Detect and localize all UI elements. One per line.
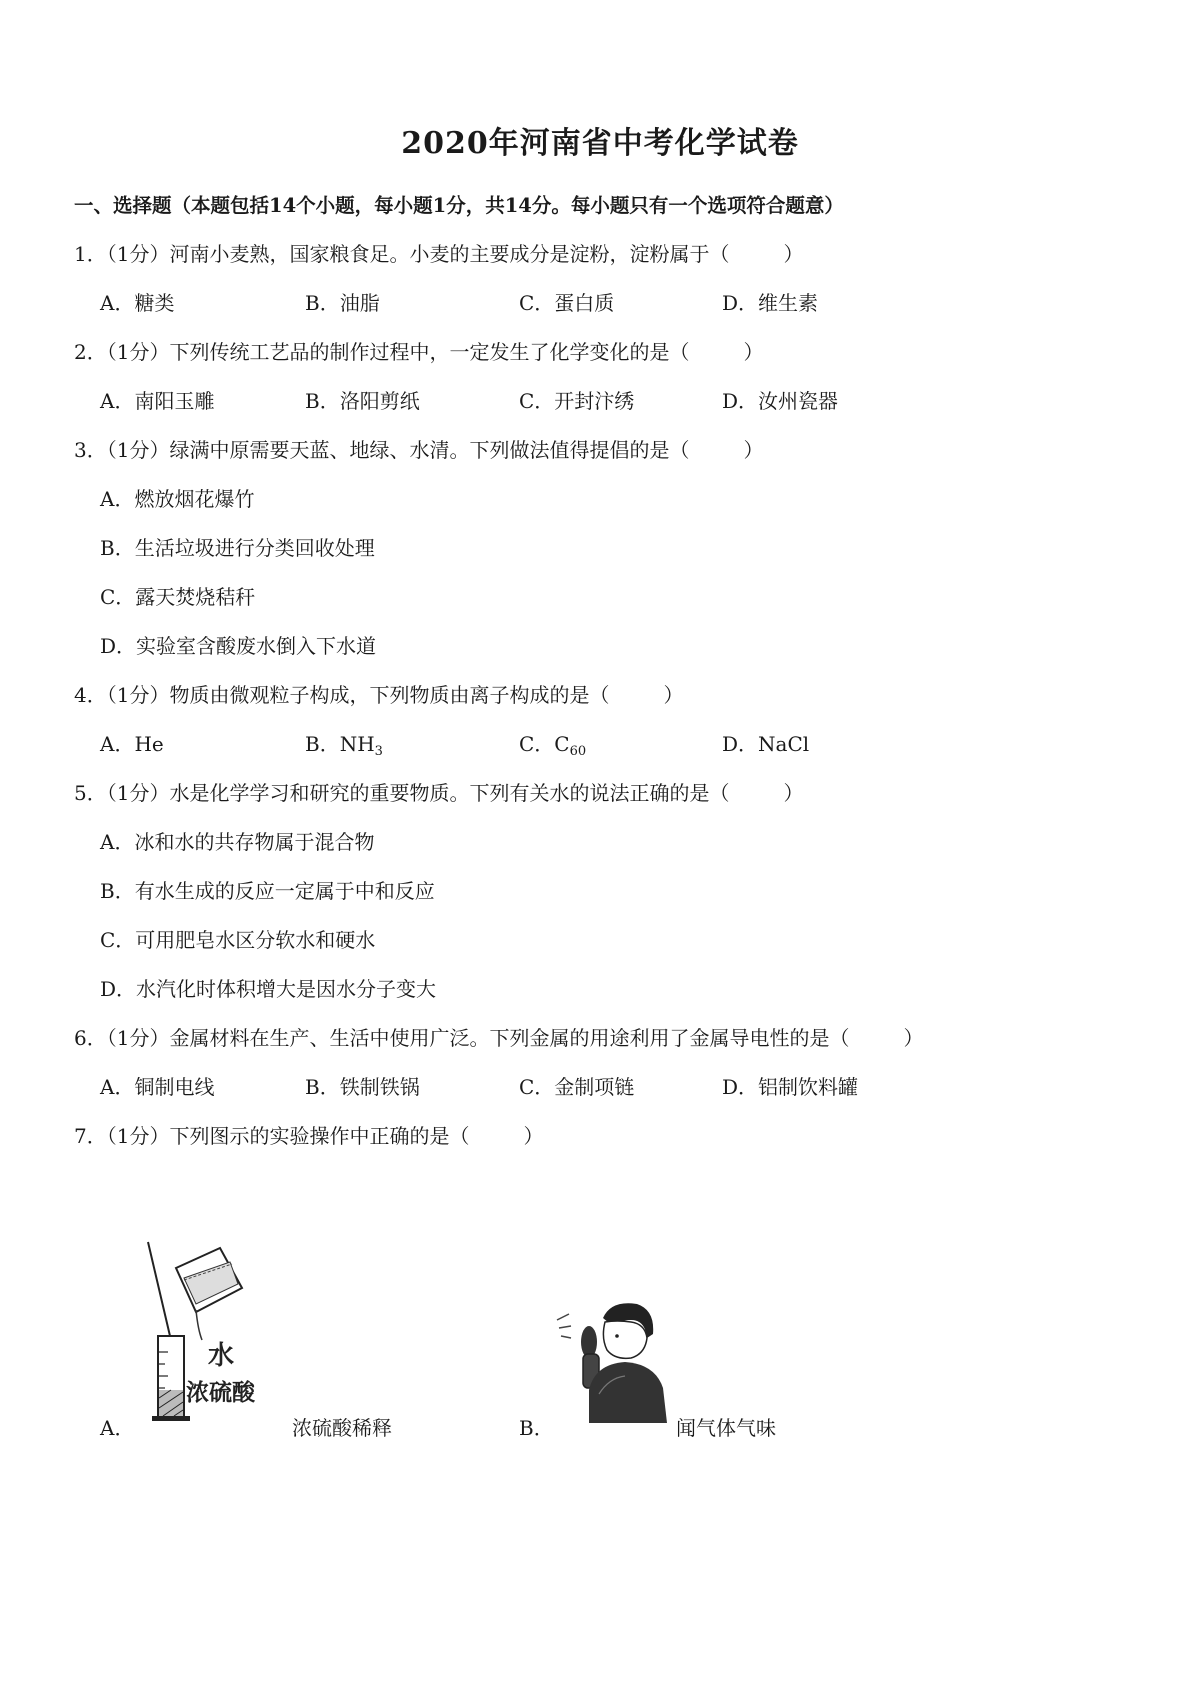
question-4 [74, 679, 683, 708]
q1-option-b: B．油脂 [305, 291, 380, 315]
question-stem: 1．（1分）河南小麦熟，国家粮食足。小麦的主要成分是淀粉，淀粉属于（ [74, 242, 730, 266]
q2-option-a: A．南阳玉雕 [100, 389, 215, 413]
label-acid: 浓硫酸 [186, 1380, 255, 1406]
smelling-gas-figure [555, 1298, 671, 1423]
q5-option-c: C．可用肥皂水区分软水和硬水 [100, 928, 376, 952]
q3-option-c: C．露天焚烧秸秆 [100, 585, 256, 609]
acid-dilution-illustration [138, 1240, 288, 1422]
question-stem: 3．（1分）绿满中原需要天蓝、地绿、水清。下列做法值得提倡的是（ [74, 438, 690, 462]
q4-option-a: A．He [100, 732, 164, 756]
close-paren: ） [743, 340, 764, 364]
q3-option-d: D．实验室含酸废水倒入下水道 [100, 634, 377, 658]
q1-option-a: A．糖类 [100, 291, 175, 315]
close-paren: ） [523, 1124, 544, 1148]
subscript: 60 [569, 744, 587, 759]
question-stem: 5．（1分）水是化学学习和研究的重要物质。下列有关水的说法正确的是（ [74, 781, 730, 805]
page-title: 2020年河南省中考化学试卷 [401, 126, 799, 161]
acid-dilution-figure [138, 1240, 288, 1422]
label-water: 水 [208, 1341, 235, 1371]
question-stem: 6．（1分）金属材料在生产、生活中使用广泛。下列金属的用途利用了金属导电性的是（ [74, 1026, 850, 1050]
close-paren: ） [743, 438, 764, 462]
subscript: 3 [374, 744, 383, 759]
q7-option-a-caption: 浓硫酸稀释 [292, 1416, 392, 1440]
formula-text: B．NH [305, 732, 375, 756]
question-6 [74, 1022, 923, 1051]
q2-option-b: B．洛阳剪纸 [305, 389, 420, 413]
q4-option-b [305, 728, 383, 757]
q5-option-b: B．有水生成的反应一定属于中和反应 [100, 879, 435, 903]
question-stem: 2．（1分）下列传统工艺品的制作过程中，一定发生了化学变化的是（ [74, 340, 690, 364]
q3-option-a: A．燃放烟花爆竹 [100, 487, 255, 511]
q2-option-c: C．开封汴绣 [519, 389, 635, 413]
q6-option-b: B．铁制铁锅 [305, 1075, 420, 1099]
q1-option-d: D．维生素 [722, 291, 819, 315]
q7-option-a-letter: A． [100, 1416, 135, 1440]
q5-option-d: D．水汽化时体积增大是因水分子变大 [100, 977, 437, 1001]
close-paren: ） [663, 683, 684, 707]
q1-option-c: C．蛋白质 [519, 291, 615, 315]
question-7 [74, 1120, 543, 1149]
question-5 [74, 777, 803, 806]
q3-option-b: B．生活垃圾进行分类回收处理 [100, 536, 375, 560]
q4-option-c [519, 728, 586, 757]
q5-option-a: A．冰和水的共存物属于混合物 [100, 830, 375, 854]
q6-option-a: A．铜制电线 [100, 1075, 215, 1099]
close-paren: ） [783, 781, 804, 805]
close-paren: ） [783, 242, 804, 266]
smelling-gas-illustration [555, 1298, 671, 1423]
question-3 [74, 434, 763, 463]
question-2 [74, 336, 763, 365]
question-1 [74, 238, 803, 267]
formula-text: C．C [519, 732, 570, 756]
close-paren: ） [903, 1026, 924, 1050]
q7-option-b-letter: B． [519, 1416, 554, 1440]
q7-option-b-caption: 闻气体气味 [676, 1416, 776, 1440]
question-stem: 7．（1分）下列图示的实验操作中正确的是（ [74, 1124, 470, 1148]
q2-option-d: D．汝州瓷器 [722, 389, 839, 413]
question-stem: 4．（1分）物质由微观粒子构成，下列物质由离子构成的是（ [74, 683, 610, 707]
q6-option-c: C．金制项链 [519, 1075, 635, 1099]
q6-option-d: D．铝制饮料罐 [722, 1075, 859, 1099]
q4-option-d: D．NaCl [722, 732, 810, 756]
section-heading: 一、选择题（本题包括14个小题，每小题1分，共14分。每小题只有一个选项符合题意） [74, 194, 844, 217]
